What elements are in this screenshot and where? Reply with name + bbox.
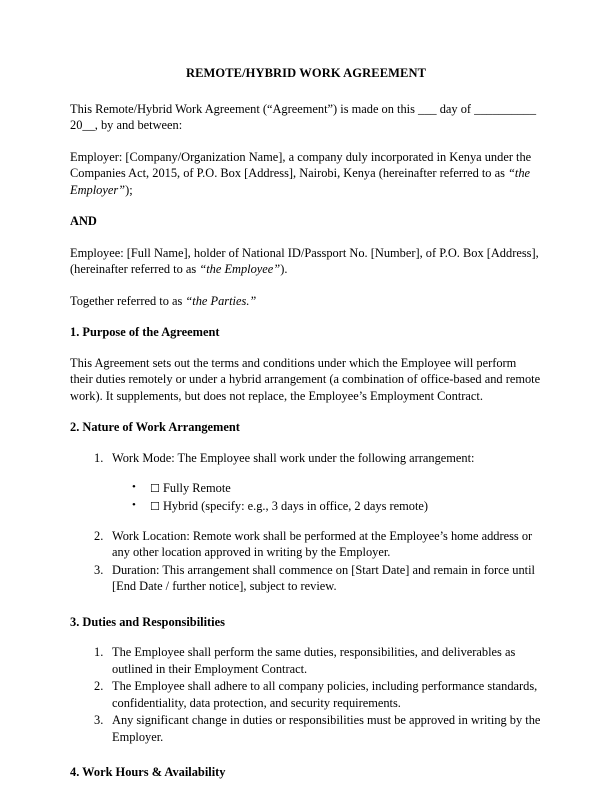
list-item-text: Duration: This arrangement shall commence on [Start Date] and remain in force until [End Date / further notice], subject to review. (112, 562, 535, 594)
bullet-dot-icon: • (132, 481, 136, 494)
list-item (70, 498, 542, 515)
employee-paragraph (70, 245, 542, 278)
list-item (70, 644, 542, 677)
list-marker: 1. (94, 450, 104, 465)
list-item-label: Fully Remote (162, 481, 231, 496)
list-item-text: Work Mode: The Employee shall work under the following arrangement: (112, 450, 475, 465)
employee-text-lead: Employee: [Full Name], holder of National ID/Passport No. [Number], of P.O. Box [Address], (hereinafter referred to as (70, 245, 539, 277)
nature-of-work-list-part-one (70, 450, 542, 467)
list-marker: 2. (94, 528, 104, 543)
list-marker: 2. (94, 679, 104, 694)
work-mode-options (70, 480, 542, 515)
employer-text-tail: ); (125, 182, 133, 197)
section-heading-nature-of-work: 2. Nature of Work Arrangement (70, 420, 240, 435)
list-item (70, 528, 542, 561)
checkbox-icon[interactable]: ☐ (150, 500, 160, 514)
list-marker: 3. (94, 562, 104, 577)
section-heading-work-hours: 4. Work Hours & Availability (70, 765, 226, 780)
list-item-text: The Employee shall adhere to all company policies, including performance standards, confidentiality, data protection, and security requirements. (112, 679, 538, 710)
list-item-text: Work Location: Remote work shall be performed at the Employee’s home address or any other location approved in writing by the Employer. (112, 528, 533, 560)
list-item (70, 562, 542, 595)
list-item (70, 678, 542, 711)
conjunction-and: AND (70, 214, 97, 229)
purpose-body: This Agreement sets out the terms and conditions under which the Employee will perform their duties remotely or under a hybrid arrangement (a combination of office-based and remote work). It supplements, but does not replace, the Employee’s Employment Contract. (70, 355, 541, 403)
duties-list (70, 644, 542, 745)
parties-defined-term: “the Parties.” (185, 293, 257, 308)
bullet-dot-icon: • (132, 499, 136, 512)
list-marker: 1. (94, 645, 104, 660)
intro-paragraph: This Remote/Hybrid Work Agreement (“Agreement”) is made on this ___ day of __________ 20__, by and between: (70, 101, 537, 133)
list-marker: 3. (94, 713, 104, 728)
list-item-text: The Employee shall perform the same duties, responsibilities, and deliverables as outlined in their Employment Contract. (112, 645, 516, 676)
employer-text-lead: Employer: [Company/Organization Name], a company duly incorporated in Kenya under the Companies Act, 2015, of P.O. Box [Address], Nairobi, Kenya (hereinafter referred to as (70, 149, 532, 181)
employee-defined-term: “the Employee” (199, 262, 281, 277)
section-heading-duties: 3. Duties and Responsibilities (70, 614, 225, 629)
list-item (70, 480, 542, 497)
parties-text-lead: Together referred to as (70, 293, 186, 308)
list-item (70, 712, 542, 745)
checkbox-icon[interactable]: ☐ (150, 482, 160, 496)
employee-text-tail: ). (280, 262, 288, 277)
parties-paragraph (70, 293, 542, 310)
employer-defined-term: “the Employer” (70, 166, 531, 197)
list-item (70, 450, 542, 467)
list-item-label: Hybrid (specify: e.g., 3 days in office, 2 days remote) (162, 499, 429, 514)
list-item-text: Any significant change in duties or responsibilities must be approved in writing by the Employer. (112, 713, 541, 744)
page-title: REMOTE/HYBRID WORK AGREEMENT (185, 66, 427, 80)
nature-of-work-list-part-two (70, 528, 542, 595)
section-heading-purpose: 1. Purpose of the Agreement (70, 325, 220, 340)
employer-paragraph (70, 149, 542, 199)
